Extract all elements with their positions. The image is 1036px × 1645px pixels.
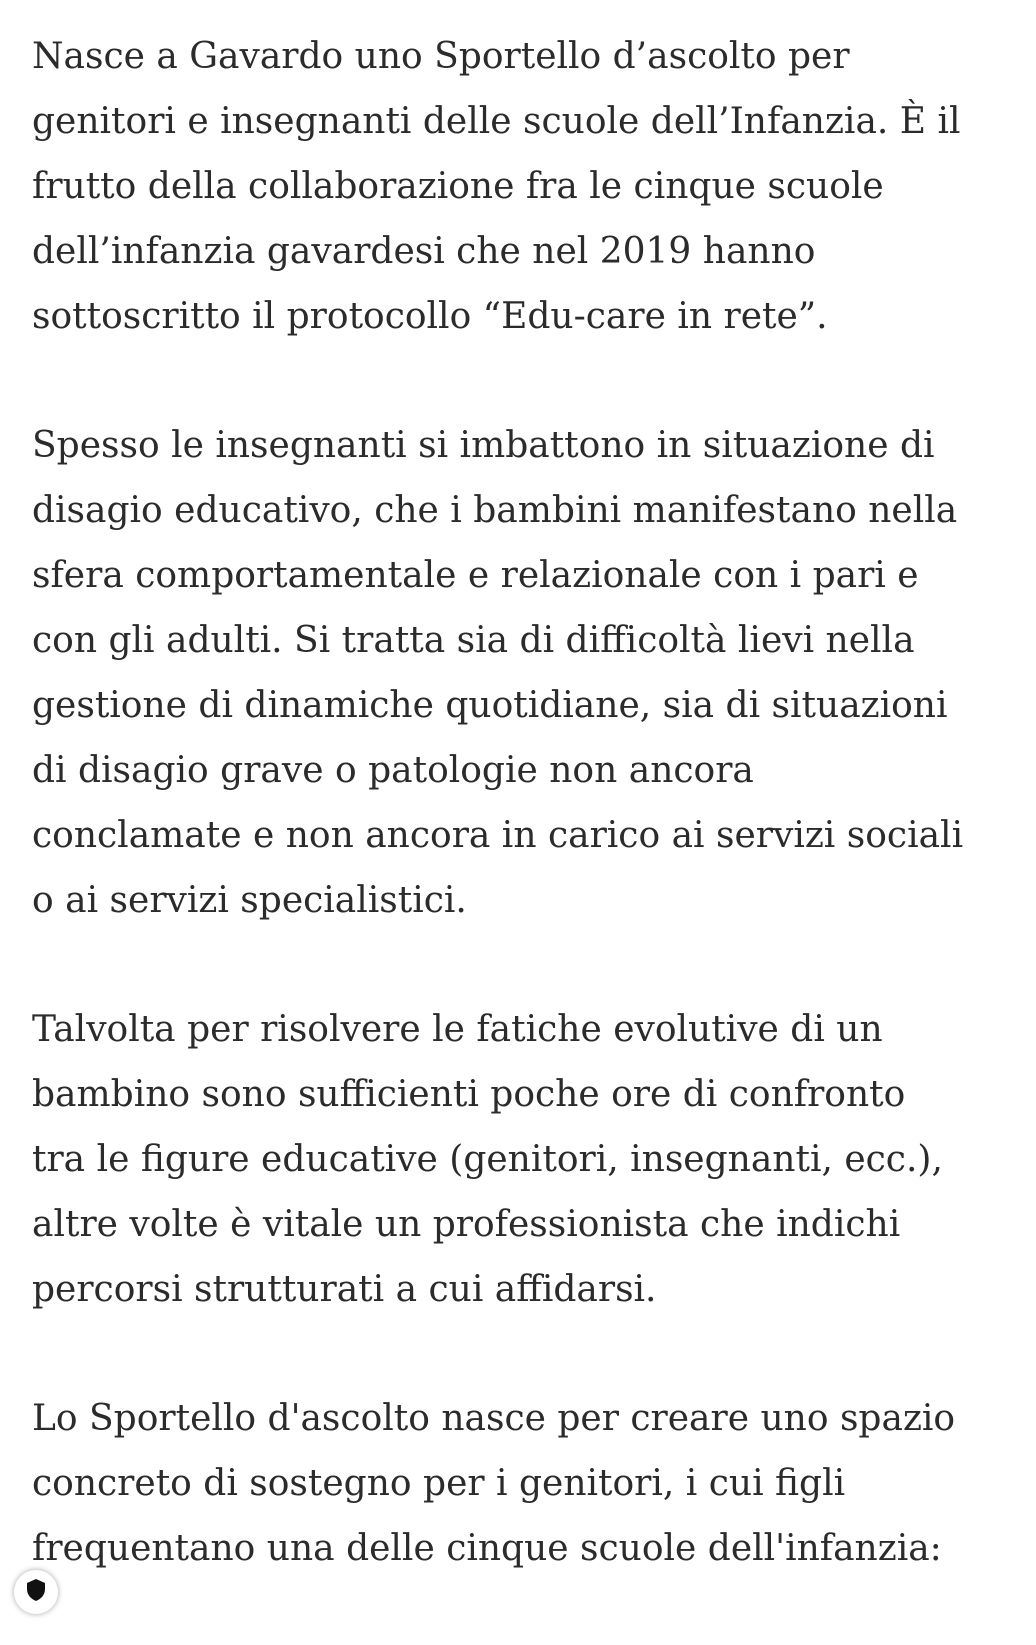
text-line: Lo Sportello d'ascolto nasce per creare uno spazio: [32, 1398, 956, 1439]
privacy-shield-icon: [25, 1578, 47, 1602]
text-line: Nasce a Gavardo uno Sportello d’ascolto per: [32, 36, 850, 77]
text-line: di disagio grave o patologie non ancora: [32, 750, 754, 791]
text-line: o ai servizi specialistici.: [32, 880, 467, 921]
text-line: conclamate e non ancora in carico ai servizi sociali: [32, 815, 964, 856]
text-line: disagio educativo, che i bambini manifestano nella: [32, 490, 958, 531]
text-line: percorsi strutturati a cui affidarsi.: [32, 1269, 657, 1310]
article-body: [32, 24, 992, 1645]
text-line: frutto della collaborazione fra le cinque scuole: [32, 166, 884, 207]
text-line: dell’infanzia gavardesi che nel 2019 hanno: [32, 231, 816, 272]
privacy-settings-button[interactable]: [14, 1570, 58, 1614]
article-paragraph-1: [32, 24, 992, 349]
text-line: altre volte è vitale un professionista che indichi: [32, 1204, 901, 1245]
article-paragraph-4: [32, 1386, 992, 1581]
text-line: sottoscritto il protocollo “Edu-care in rete”.: [32, 296, 828, 337]
text-line: sfera comportamentale e relazionale con i pari e: [32, 555, 919, 596]
text-line: bambino sono sufficienti poche ore di confronto: [32, 1074, 906, 1115]
article-paragraph-2: [32, 413, 992, 933]
text-line: tra le figure educative (genitori, insegnanti, ecc.),: [32, 1139, 943, 1180]
text-line: con gli adulti. Si tratta sia di difficoltà lievi nella: [32, 620, 915, 661]
text-line: Talvolta per risolvere le fatiche evolutive di un: [32, 1009, 883, 1050]
text-line: concreto di sostegno per i genitori, i cui figli: [32, 1463, 846, 1504]
text-line: gestione di dinamiche quotidiane, sia di situazioni: [32, 685, 948, 726]
text-line: genitori e insegnanti delle scuole dell’Infanzia. È il: [32, 101, 961, 142]
text-line: frequentano una delle cinque scuole dell'infanzia:: [32, 1528, 942, 1569]
article-paragraph-3: [32, 997, 992, 1322]
text-line: Spesso le insegnanti si imbattono in situazione di: [32, 425, 935, 466]
